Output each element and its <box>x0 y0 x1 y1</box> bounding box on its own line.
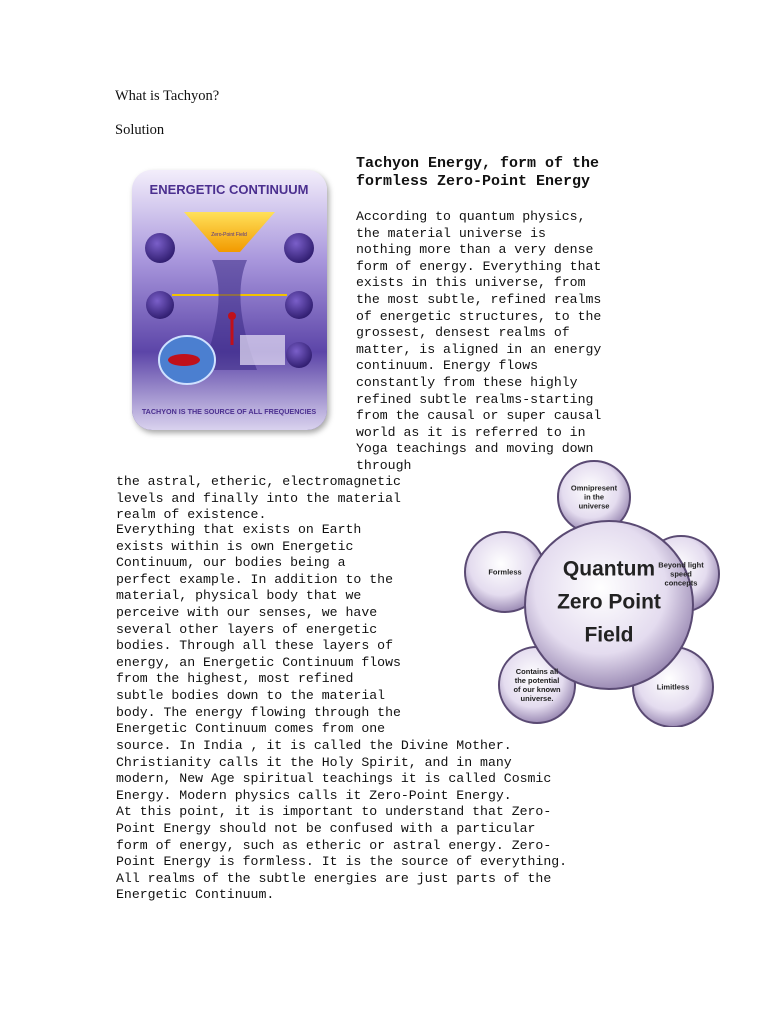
paragraph-4-line: modern, New Age spiritual teachings it is called Cosmic <box>116 771 552 787</box>
paragraph-4-line: Christianity calls it the Holy Spirit, and in many <box>116 754 512 770</box>
paragraph-4-line: Energetic Continuum. <box>116 887 275 903</box>
paragraph-1-line: the material universe is <box>356 225 546 241</box>
poster-bubble <box>146 291 174 319</box>
paragraph-4-line: At this point, it is important to understand that Zero- <box>116 804 552 820</box>
paragraph-1-line: of energetic structures, to the <box>356 308 602 324</box>
poster-footer: TACHYON IS THE SOURCE OF ALL FREQUENCIES <box>141 407 317 416</box>
poster-figure-head <box>228 312 236 320</box>
paragraph-1-line: form of energy. Everything that <box>356 258 602 274</box>
node-right-label: Beyond light speed concepts <box>658 560 704 588</box>
article-title <box>356 155 599 191</box>
paragraph-1 <box>356 209 601 475</box>
poster-red-cell <box>168 354 200 366</box>
paragraph-2-line: realm of existence. <box>116 507 267 523</box>
paragraph-1-line: refined subtle realms-starting <box>356 391 594 407</box>
poster-center-label: Zero-Point Field <box>211 232 247 238</box>
paragraph-4-line: form of energy, such as etheric or astral energy. Zero- <box>116 837 552 853</box>
paragraph-3-line: perfect example. In addition to the <box>116 571 393 587</box>
paragraph-3-line: exists within is own Energetic <box>116 538 354 554</box>
paragraph-3-line: Energetic Continuum comes from one <box>116 721 386 737</box>
paragraph-1-line: Yoga teachings and moving down <box>356 441 594 457</box>
paragraph-3-line: Everything that exists on Earth <box>116 522 362 537</box>
paragraph-1-line: through <box>356 457 412 473</box>
poster-illustration <box>132 170 327 430</box>
node-bottom-left-label: Contains all the potential of our known universe. <box>513 667 561 704</box>
paragraph-1-line: matter, is aligned in an energy <box>356 341 602 357</box>
paragraph-3 <box>116 522 401 738</box>
paragraph-4-line: source. In India , it is called the Divine Mother. <box>116 738 512 753</box>
paragraph-1-line: exists in this universe, from <box>356 275 586 291</box>
paragraph-3-line: several other layers of energetic <box>116 621 378 637</box>
paragraph-1-line: world as it is referred to in <box>356 424 586 440</box>
paragraph-3-line: from the highest, most refined <box>116 671 354 687</box>
node-left-label: Formless <box>488 567 522 577</box>
poster-text-block <box>240 335 285 365</box>
paragraph-4 <box>116 738 567 904</box>
paragraph-3-line: Continuum, our bodies being a <box>116 555 346 571</box>
energetic-continuum-poster <box>132 170 327 430</box>
poster-bubble <box>285 291 313 319</box>
paragraph-1-line: According to quantum physics, <box>356 209 586 224</box>
paragraph-1-line: from the causal or super causal <box>356 408 602 424</box>
paragraph-3-line: perceive with our senses, we have <box>116 604 378 620</box>
paragraph-4-line: Point Energy is formless. It is the source of everything. <box>116 854 568 870</box>
paragraph-2-line: the astral, etheric, electromagnetic <box>116 474 401 489</box>
paragraph-4-line: All realms of the subtle energies are just parts of the <box>116 870 552 886</box>
paragraph-2 <box>116 474 401 524</box>
question-heading: What is Tachyon? <box>115 88 220 104</box>
node-bottom-right-label: Limitless <box>656 682 690 692</box>
paragraph-1-line: continuum. Energy flows <box>356 358 539 374</box>
paragraph-4-line: Energy. Modern physics calls it Zero-Point Energy. <box>116 787 512 803</box>
paragraph-3-line: subtle bodies down to the material <box>116 687 386 703</box>
title-line: formless Zero-Point Energy <box>356 173 591 190</box>
paragraph-3-line: material, physical body that we <box>116 588 362 604</box>
quantum-zero-point-diagram <box>458 455 722 727</box>
poster-bubble <box>145 233 175 263</box>
paragraph-1-line: grossest, densest realms of <box>356 325 570 341</box>
title-line: Tachyon Energy, form of the <box>356 155 600 172</box>
solution-label: Solution <box>115 122 165 138</box>
poster-bubble <box>286 342 312 368</box>
poster-bubble <box>284 233 314 263</box>
node-top-label: Omnipresent in the universe <box>570 483 618 511</box>
paragraph-1-line: the most subtle, refined realms <box>356 291 602 307</box>
paragraph-3-line: energy, an Energetic Continuum flows <box>116 654 401 670</box>
poster-title: ENERGETIC CONTINUUM <box>149 182 309 197</box>
paragraph-3-line: bodies. Through all these layers of <box>116 638 393 654</box>
paragraph-4-line: Point Energy should not be confused with a particular <box>116 820 536 836</box>
center-field-label: Quantum Zero Point Field <box>557 557 661 647</box>
paragraph-3-line: body. The energy flowing through the <box>116 704 401 720</box>
paragraph-1-line: nothing more than a very dense <box>356 242 594 258</box>
paragraph-2-line: levels and finally into the material <box>116 490 401 506</box>
paragraph-1-line: constantly from these highly <box>356 374 578 390</box>
